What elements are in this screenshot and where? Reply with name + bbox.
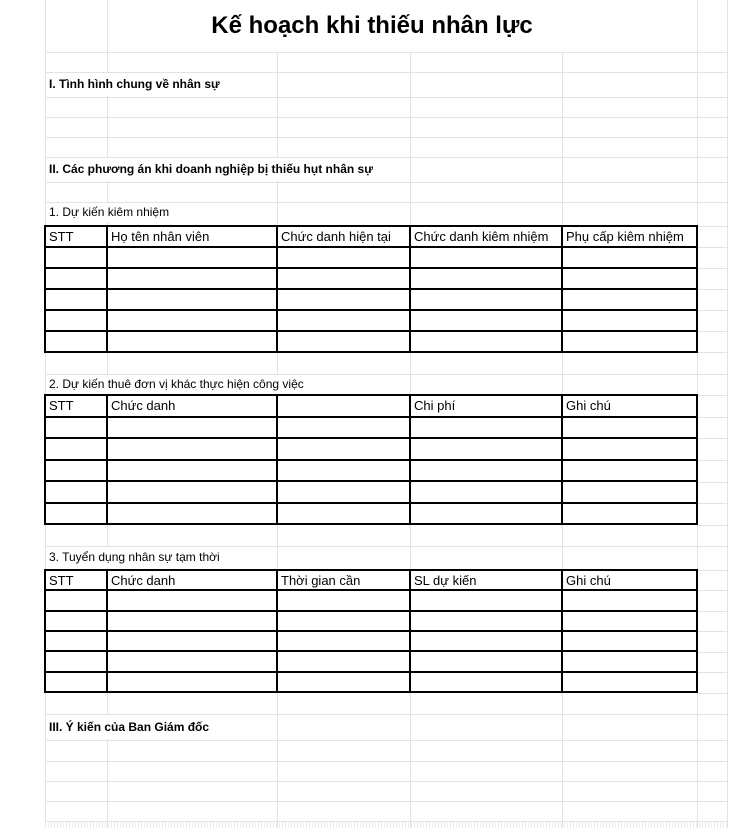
gridline-horizontal	[697, 460, 727, 461]
empty-cell[interactable]	[410, 590, 562, 610]
header-cell[interactable]: STT	[45, 226, 107, 247]
table-row	[45, 651, 697, 671]
gridline-horizontal	[45, 117, 727, 118]
empty-cell[interactable]	[107, 438, 277, 460]
gridline-horizontal	[697, 289, 727, 290]
empty-cell[interactable]	[277, 247, 410, 268]
empty-cell[interactable]	[410, 417, 562, 439]
header-cell[interactable]: Chức danh	[107, 395, 277, 417]
gridline-horizontal	[45, 97, 727, 98]
empty-cell[interactable]	[562, 651, 697, 671]
empty-cell[interactable]	[410, 631, 562, 651]
header-cell[interactable]: Ghi chú	[562, 570, 697, 590]
gridline-horizontal	[697, 482, 727, 483]
empty-cell[interactable]	[410, 503, 562, 525]
gridline-horizontal	[697, 525, 727, 526]
empty-cell[interactable]	[277, 590, 410, 610]
table-row	[45, 481, 697, 503]
empty-cell[interactable]	[107, 460, 277, 482]
gridline-horizontal	[697, 247, 727, 248]
empty-cell[interactable]	[410, 310, 562, 331]
table-row	[45, 672, 697, 692]
gridline-horizontal	[697, 352, 727, 353]
header-cell[interactable]: Chức danh	[107, 570, 277, 590]
header-cell[interactable]: Phụ cấp kiêm nhiệm	[562, 226, 697, 247]
empty-cell[interactable]	[410, 651, 562, 671]
empty-cell[interactable]	[562, 331, 697, 352]
gridline-vertical	[727, 0, 728, 828]
empty-cell[interactable]	[410, 672, 562, 692]
empty-cell[interactable]	[107, 503, 277, 525]
empty-cell[interactable]	[45, 438, 107, 460]
empty-cell[interactable]	[107, 331, 277, 352]
empty-cell[interactable]	[277, 460, 410, 482]
empty-cell[interactable]	[562, 631, 697, 651]
empty-cell[interactable]	[45, 590, 107, 610]
empty-cell[interactable]	[277, 331, 410, 352]
empty-cell[interactable]	[45, 289, 107, 310]
gridline-horizontal	[45, 182, 727, 183]
header-cell[interactable]: Họ tên nhân viên	[107, 226, 277, 247]
section-heading-shortage-options: II. Các phương án khi doanh nghiệp bị thiếu hụt nhân sự	[46, 158, 379, 181]
empty-cell[interactable]	[45, 331, 107, 352]
gridline-horizontal	[697, 438, 727, 439]
gridline-horizontal	[45, 137, 727, 138]
empty-cell[interactable]	[277, 672, 410, 692]
empty-cell[interactable]	[562, 289, 697, 310]
table-row	[45, 590, 697, 610]
page-title: Kế hoạch khi thiếu nhân lực	[211, 12, 533, 39]
table-row	[45, 268, 697, 289]
empty-cell[interactable]	[562, 247, 697, 268]
gridline-horizontal	[45, 761, 727, 762]
empty-cell[interactable]	[410, 289, 562, 310]
empty-cell[interactable]	[410, 331, 562, 352]
empty-cell[interactable]	[45, 611, 107, 631]
empty-cell[interactable]	[45, 310, 107, 331]
table-thue-don-vi	[44, 394, 698, 525]
table-row	[45, 631, 697, 651]
header-cell[interactable]: SL dự kiến	[410, 570, 562, 590]
empty-cell[interactable]	[562, 417, 697, 439]
gridline-horizontal	[697, 226, 727, 227]
empty-cell[interactable]	[277, 417, 410, 439]
empty-cell[interactable]	[107, 651, 277, 671]
gridline-horizontal	[697, 570, 727, 571]
empty-cell[interactable]	[277, 481, 410, 503]
table-row	[45, 503, 697, 525]
empty-cell[interactable]	[107, 481, 277, 503]
header-cell[interactable]: Thời gian cần	[277, 570, 410, 590]
empty-cell[interactable]	[410, 481, 562, 503]
table-row	[45, 331, 697, 352]
header-cell[interactable]: Chức danh hiện tại	[277, 226, 410, 247]
table1-label: 1. Dự kiến kiêm nhiệm	[46, 203, 175, 222]
empty-cell[interactable]	[410, 268, 562, 289]
header-cell[interactable]: Chi phí	[410, 395, 562, 417]
gridline-horizontal	[45, 740, 727, 741]
empty-cell[interactable]	[277, 268, 410, 289]
table-tuyen-dung-tam-thoi	[44, 569, 698, 693]
empty-cell[interactable]	[562, 438, 697, 460]
empty-cell[interactable]	[562, 481, 697, 503]
empty-cell[interactable]	[107, 590, 277, 610]
empty-cell[interactable]	[107, 672, 277, 692]
table-row	[45, 310, 697, 331]
page-break-hatch	[45, 822, 727, 828]
empty-cell[interactable]	[277, 438, 410, 460]
header-cell[interactable]: Ghi chú	[562, 395, 697, 417]
empty-cell[interactable]	[562, 590, 697, 610]
empty-cell[interactable]	[562, 503, 697, 525]
header-cell[interactable]: Chức danh kiêm nhiệm	[410, 226, 562, 247]
empty-cell[interactable]	[45, 672, 107, 692]
table2-label: 2. Dự kiến thuê đơn vị khác thực hiện công việc	[46, 375, 310, 394]
empty-cell[interactable]	[45, 481, 107, 503]
gridline-horizontal	[697, 611, 727, 612]
empty-cell[interactable]	[107, 417, 277, 439]
gridline-horizontal	[697, 672, 727, 673]
table-row	[45, 289, 697, 310]
empty-cell[interactable]	[107, 631, 277, 651]
gridline-horizontal	[697, 590, 727, 591]
gridline-horizontal	[697, 310, 727, 311]
table-row	[45, 460, 697, 482]
table-header-row	[45, 226, 697, 247]
header-cell[interactable]: STT	[45, 570, 107, 590]
table-header-row	[45, 395, 697, 417]
table3-label: 3. Tuyển dụng nhân sự tạm thời	[46, 547, 226, 567]
empty-cell[interactable]	[410, 247, 562, 268]
empty-cell[interactable]	[107, 247, 277, 268]
empty-cell[interactable]	[45, 503, 107, 525]
empty-cell[interactable]	[45, 247, 107, 268]
empty-cell[interactable]	[562, 611, 697, 631]
empty-cell[interactable]	[45, 631, 107, 651]
empty-cell[interactable]	[562, 268, 697, 289]
gridline-horizontal	[697, 417, 727, 418]
empty-cell[interactable]	[107, 310, 277, 331]
empty-cell[interactable]	[45, 651, 107, 671]
empty-cell[interactable]	[45, 268, 107, 289]
gridline-horizontal	[697, 395, 727, 396]
table-header-row	[45, 570, 697, 590]
empty-cell[interactable]	[277, 631, 410, 651]
table-row	[45, 417, 697, 439]
empty-cell[interactable]	[107, 268, 277, 289]
header-cell[interactable]: STT	[45, 395, 107, 417]
empty-cell[interactable]	[45, 417, 107, 439]
table-kiem-nhiem	[44, 225, 698, 353]
gridline-horizontal	[45, 781, 727, 782]
gridline-horizontal	[697, 331, 727, 332]
gridline-horizontal	[697, 693, 727, 694]
empty-cell[interactable]	[410, 438, 562, 460]
section-heading-board-opinion: III. Ý kiến của Ban Giám đốc	[46, 715, 215, 739]
empty-cell[interactable]	[410, 611, 562, 631]
empty-cell[interactable]	[562, 672, 697, 692]
empty-cell[interactable]	[562, 460, 697, 482]
empty-cell[interactable]	[45, 460, 107, 482]
gridline-horizontal	[697, 268, 727, 269]
table-row	[45, 611, 697, 631]
gridline-horizontal	[697, 631, 727, 632]
table-row	[45, 247, 697, 268]
empty-cell[interactable]	[410, 460, 562, 482]
empty-cell[interactable]	[277, 503, 410, 525]
empty-cell[interactable]	[277, 651, 410, 671]
empty-cell[interactable]	[277, 289, 410, 310]
empty-cell[interactable]	[107, 611, 277, 631]
empty-cell[interactable]	[562, 310, 697, 331]
empty-cell[interactable]	[107, 289, 277, 310]
gridline-horizontal	[45, 801, 727, 802]
section-heading-general-hr: I. Tình hình chung về nhân sự	[46, 73, 226, 96]
gridline-horizontal	[697, 503, 727, 504]
gridline-horizontal	[697, 652, 727, 653]
header-cell[interactable]	[277, 395, 410, 417]
empty-cell[interactable]	[277, 310, 410, 331]
gridline-horizontal	[45, 52, 727, 53]
table-row	[45, 438, 697, 460]
empty-cell[interactable]	[277, 611, 410, 631]
